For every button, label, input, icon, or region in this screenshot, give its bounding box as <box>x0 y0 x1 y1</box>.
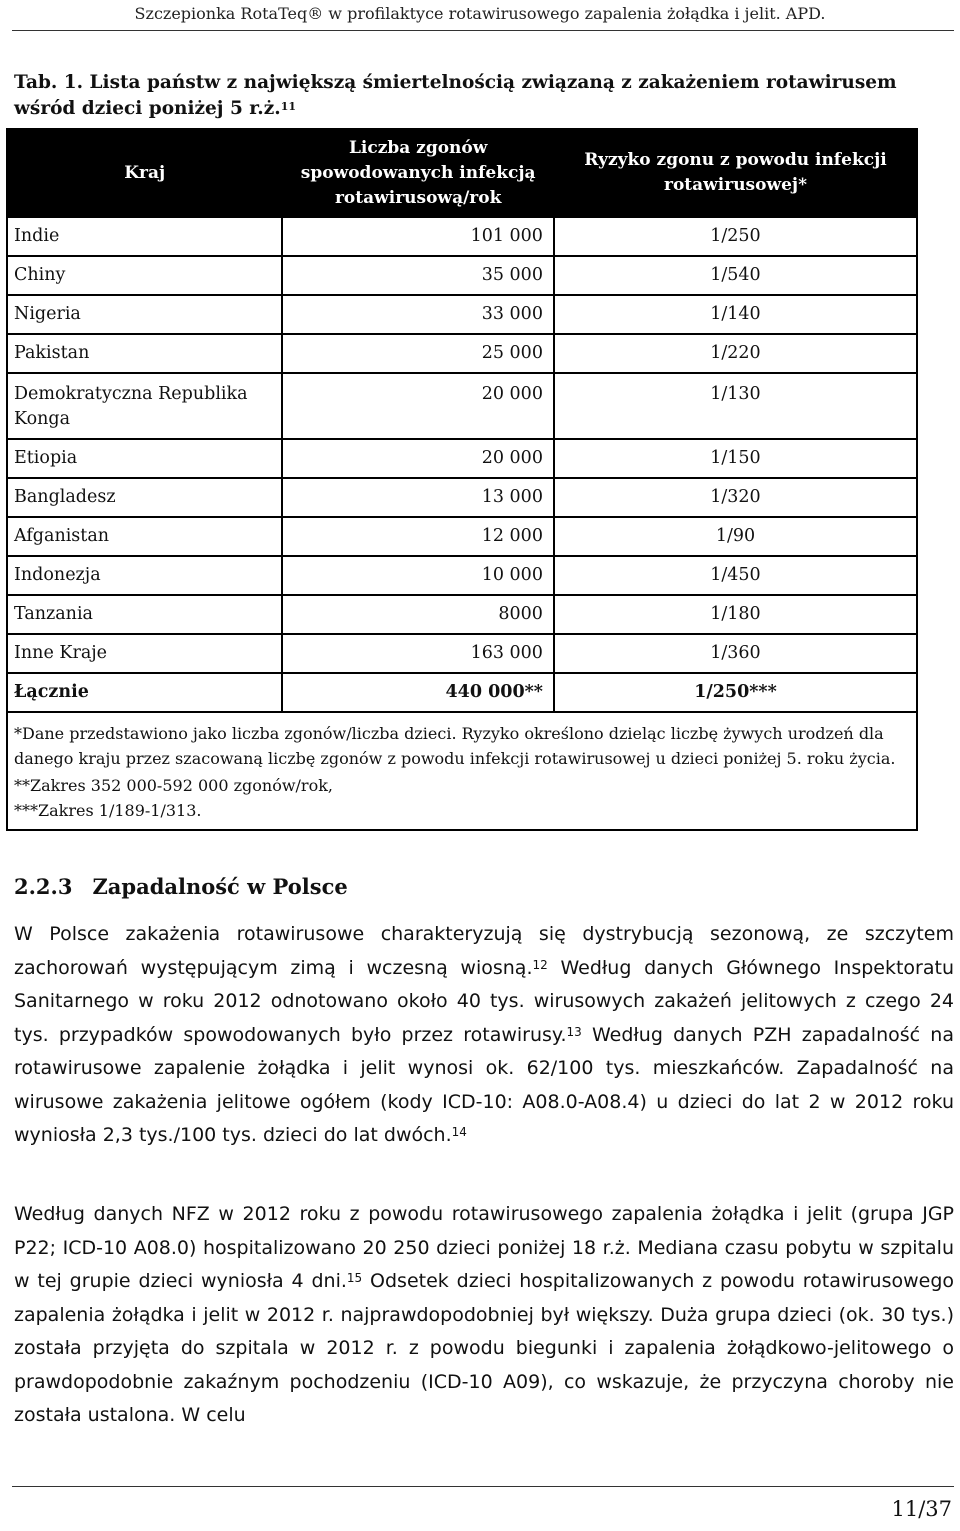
deaths-cell: 20 000 <box>282 373 554 439</box>
paragraph-text: Według danych NFZ w 2012 roku z powodu rotawirusowego zapalenia żołądka i jelit (grupa JGP P22; ICD-10 A08.0) hospitalizowano 20 250 dzieci poniżej 18 r.ż. Mediana czasu pobytu w szpitalu w tej grupie dzieci wyniosła 4 dni. <box>14 1203 954 1292</box>
risk-cell: 1/180 <box>554 595 917 634</box>
table-row <box>7 595 917 634</box>
footer-rule <box>12 1486 954 1487</box>
risk-cell: 1/150 <box>554 439 917 478</box>
table-row <box>7 373 917 439</box>
section-heading <box>14 874 348 899</box>
table-caption-text: Tab. 1. Lista państw z największą śmiertelnością związaną z zakażeniem rotawirusem wśród dzieci poniżej 5 r.ż. <box>14 72 897 119</box>
column-header-deaths: Liczba zgonów spowodowanych infekcją rotawirusową/rok <box>282 129 554 217</box>
deaths-cell: 13 000 <box>282 478 554 517</box>
country-cell: Chiny <box>7 256 282 295</box>
country-cell: Tanzania <box>7 595 282 634</box>
table-total-row <box>7 673 917 712</box>
total-risk-cell: 1/250*** <box>554 673 917 712</box>
country-cell: Pakistan <box>7 334 282 373</box>
section-number: 2.2.3 <box>14 874 73 899</box>
page-number: 11/37 <box>891 1497 952 1521</box>
paragraph-text: Według danych Głównego Inspektoratu Sanitarnego w roku 2012 odnotowano około 40 tys. wirusowych zakażeń jelitowych z czego 24 tys. przypadków spowodowanych było przez rotawirusy. <box>14 956 954 1046</box>
table-row <box>7 556 917 595</box>
deaths-cell: 35 000 <box>282 256 554 295</box>
deaths-cell: 12 000 <box>282 517 554 556</box>
body-paragraph <box>14 1198 954 1433</box>
deaths-cell: 33 000 <box>282 295 554 334</box>
risk-cell: 1/320 <box>554 478 917 517</box>
country-cell: Indonezja <box>7 556 282 595</box>
deaths-cell: 163 000 <box>282 634 554 673</box>
country-cell: Inne Kraje <box>7 634 282 673</box>
risk-cell: 1/250 <box>554 217 917 256</box>
table-row <box>7 478 917 517</box>
paragraph-text: Odsetek dzieci hospitalizowanych z powodu rotawirusowego zapalenia żołądka i jelit w 2012 r. najprawdopodobniej był większy. Duża grupa dzieci (ok. 30 tys.) została przyjęta do szpitala w 2012 r. z powodu biegunki i zapalenia żołądkowo-jelitowego o prawdopodobnie zakaźnym pochodzeniu (ICD-10 A09), co wskazuje, że przyczyna choroby nie została ustalona. W celu <box>14 1270 955 1426</box>
footnote-ref: 15 <box>346 1271 363 1285</box>
table-notes <box>7 712 917 830</box>
risk-cell: 1/540 <box>554 256 917 295</box>
deaths-cell: 20 000 <box>282 439 554 478</box>
footnote-ref: 14 <box>451 1125 467 1139</box>
table-note: **Zakres 352 000-592 000 zgonów/rok, <box>14 776 333 795</box>
deaths-cell: 25 000 <box>282 334 554 373</box>
deaths-cell: 10 000 <box>282 556 554 595</box>
table-caption-ref: 11 <box>280 100 296 113</box>
table-row <box>7 295 917 334</box>
deaths-cell: 101 000 <box>282 217 554 256</box>
table-notes-row <box>7 712 917 830</box>
risk-cell: 1/130 <box>554 373 917 439</box>
country-cell: Demokratyczna Republika Konga <box>7 373 282 439</box>
risk-cell: 1/450 <box>554 556 917 595</box>
paragraph-text: W Polsce zakażenia rotawirusowe charakteryzują się dystrybucją sezonową, ze szczytem zachorowań występującym zimą i wczesną wiosną. <box>14 923 954 979</box>
header-rule <box>12 30 954 31</box>
table-header-row <box>7 129 917 217</box>
risk-cell: 1/220 <box>554 334 917 373</box>
risk-cell: 1/140 <box>554 295 917 334</box>
table-note: *Dane przedstawiono jako liczba zgonów/liczba dzieci. Ryzyko określono dzieląc liczbę żywych urodzeń dla danego kraju przez szacowaną liczbę zgonów z powodu infekcji rotawirusowej u dzieci poniżej 5. roku życia. <box>14 724 896 768</box>
country-cell: Etiopia <box>7 439 282 478</box>
table-row <box>7 517 917 556</box>
running-header: Szczepionka RotaTeq® w profilaktyce rotawirusowego zapalenia żołądka i jelit. APD. <box>134 4 826 23</box>
table-row <box>7 334 917 373</box>
footnote-ref: 13 <box>566 1024 582 1039</box>
country-cell: Nigeria <box>7 295 282 334</box>
table-row <box>7 439 917 478</box>
body-paragraph <box>14 918 954 1153</box>
total-label-cell: Łącznie <box>7 673 282 712</box>
risk-cell: 1/360 <box>554 634 917 673</box>
table-caption <box>14 70 954 122</box>
deaths-cell: 8000 <box>282 595 554 634</box>
country-cell: Indie <box>7 217 282 256</box>
table-note: ***Zakres 1/189-1/313. <box>14 801 202 820</box>
paragraph-text: Według danych PZH zapadalność na rotawirusowe zapalenie żołądka i jelit wynosi ok. 62/100 tys. mieszkańców. Zapadalność na wirusowe zakażenia jelitowe ogółem (kody ICD-10: A08.0-A08.4) u dzieci do lat 2 w 2012 roku wyniosła 2,3 tys./100 tys. dzieci do lat dwóch. <box>14 1023 954 1146</box>
risk-cell: 1/90 <box>554 517 917 556</box>
footnote-ref: 12 <box>532 957 548 972</box>
column-header-country: Kraj <box>7 129 282 217</box>
country-cell: Bangladesz <box>7 478 282 517</box>
country-cell: Afganistan <box>7 517 282 556</box>
table-row <box>7 256 917 295</box>
column-header-risk: Ryzyko zgonu z powodu infekcji rotawirusowej* <box>554 129 917 217</box>
section-title: Zapadalność w Polsce <box>92 874 348 899</box>
total-deaths-cell: 440 000** <box>282 673 554 712</box>
table-row <box>7 217 917 256</box>
mortality-table <box>6 128 918 831</box>
table-row <box>7 634 917 673</box>
